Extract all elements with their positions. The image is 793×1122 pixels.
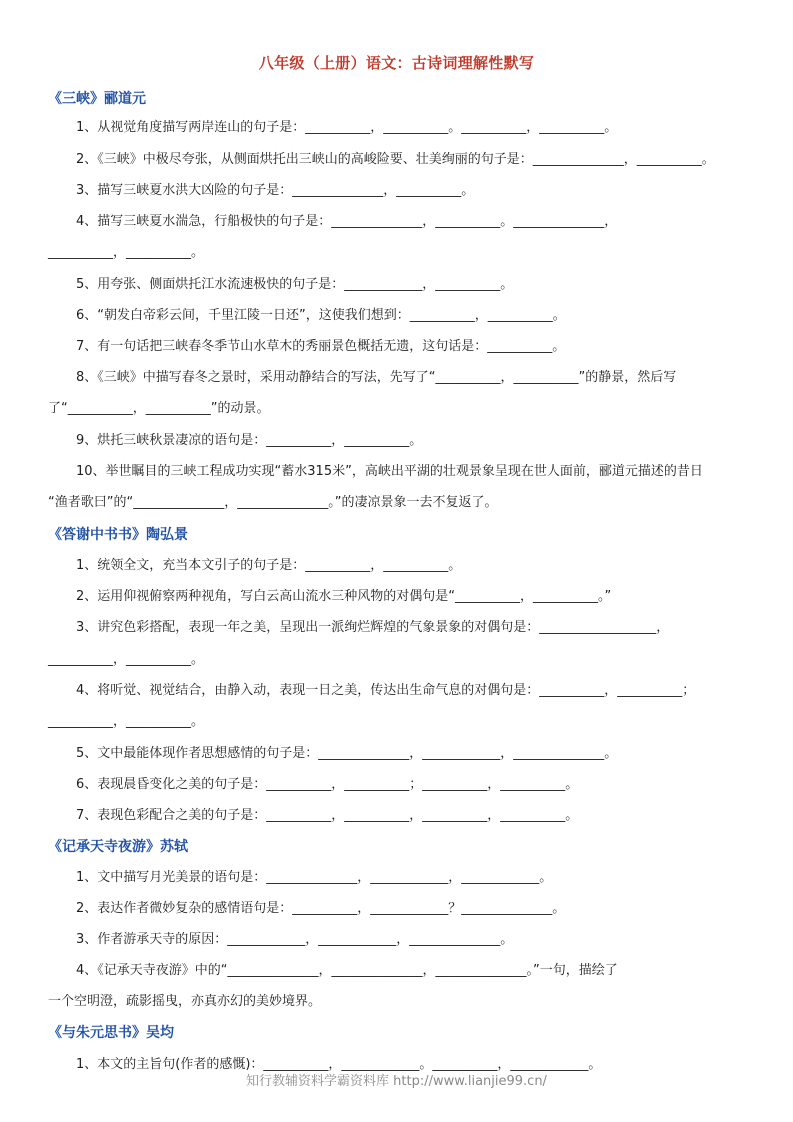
question-line: 5、用夸张、侧面烘托江水流速极快的句子是：____________，__________。 (76, 277, 514, 292)
question-line: 2、表达作者微妙复杂的感情语句是：__________，____________？______________。 (76, 901, 566, 916)
question-line: __________，__________。 (48, 714, 205, 729)
question-line: 6、表现晨昏变化之美的句子是：__________，__________；__________，__________。 (76, 777, 579, 792)
question-line: 6、“朝发白帝彩云间，千里江陵一日还”，这使我们想到：__________，__________。 (76, 308, 566, 323)
question-line: 5、文中最能体现作者思想感情的句子是：______________，____________，______________。 (76, 746, 618, 761)
question-line: 了“__________，__________”的动景。 (48, 401, 270, 416)
question-line: __________，__________。 (48, 652, 205, 667)
question-line: 1、从视觉角度描写两岸连山的句子是：__________，__________。__________，__________。 (76, 120, 618, 135)
section-heading: 《三峡》郦道元 (48, 91, 146, 107)
question-line: 4、描写三峡夏水湍急，行船极快的句子是：______________，__________。______________， (76, 214, 618, 229)
question-line: 4、将听觉、视觉结合，由静入动，表现一日之美，传达出生命气息的对偶句是：__________，__________； (76, 683, 696, 698)
question-line: __________，__________。 (48, 245, 205, 260)
question-line: 7、表现色彩配合之美的句子是：__________，__________，__________，__________。 (76, 808, 579, 823)
question-line: “渔者歌曰”的“______________，______________。”的凄凉景象一去不复返了。 (48, 495, 498, 510)
question-line: 7、有一句话把三峡春冬季节山水草木的秀丽景色概括无遗，这句话是：__________。 (76, 339, 566, 354)
question-line: 2、《三峡》中极尽夸张，从侧面烘托出三峡山的高峻险要、壮美绚丽的句子是：______________，__________。 (76, 152, 715, 167)
question-line: 2、运用仰视俯察两种视角，写白云高山流水三种风物的对偶句是“__________，__________。” (76, 589, 612, 604)
page-title: 八年级（上册）语文：古诗词理解性默写 (258, 54, 535, 72)
question-line: 3、作者游承天寺的原因：____________，____________，______________。 (76, 932, 514, 947)
section-heading: 《与朱元思书》吴均 (48, 1025, 174, 1041)
question-line: 4、《记承天寺夜游》中的“______________，______________，______________。”一句，描绘了 (76, 963, 618, 978)
watermark-footer: 知行教辅资料学霸资料库 http://www.lianjie99.cn/ (246, 1074, 547, 1089)
question-line: 3、描写三峡夏水洪大凶险的句子是：______________，__________。 (76, 183, 475, 198)
question-line: 一个空明澄，疏影摇曳，亦真亦幻的美妙境界。 (48, 994, 322, 1009)
question-line: 1、统领全文，充当本文引子的句子是：__________，__________。 (76, 558, 462, 573)
question-line: 3、讲究色彩搭配，表现一年之美，呈现出一派绚烂辉煌的气象景象的对偶句是：__________________， (76, 620, 670, 635)
question-line: 10、举世瞩目的三峡工程成功实现“蓄水315米”，高峡出平湖的壮观景象呈现在世人面前，郦道元描述的昔日 (76, 464, 703, 479)
question-line: 9、烘托三峡秋景凄凉的语句是：__________，__________。 (76, 433, 423, 448)
section-heading: 《记承天寺夜游》苏轼 (48, 839, 188, 855)
question-line: 1、文中描写月光美景的语句是：______________，____________，____________。 (76, 870, 553, 885)
question-line: 1、本文的主旨句(作者的感慨)：__________，____________。__________，____________。 (76, 1057, 602, 1072)
section-heading: 《答谢中书书》陶弘景 (48, 527, 188, 543)
question-line: 8、《三峡》中描写春冬之景时，采用动静结合的写法，先写了“__________，__________”的静景，然后写 (76, 370, 677, 385)
